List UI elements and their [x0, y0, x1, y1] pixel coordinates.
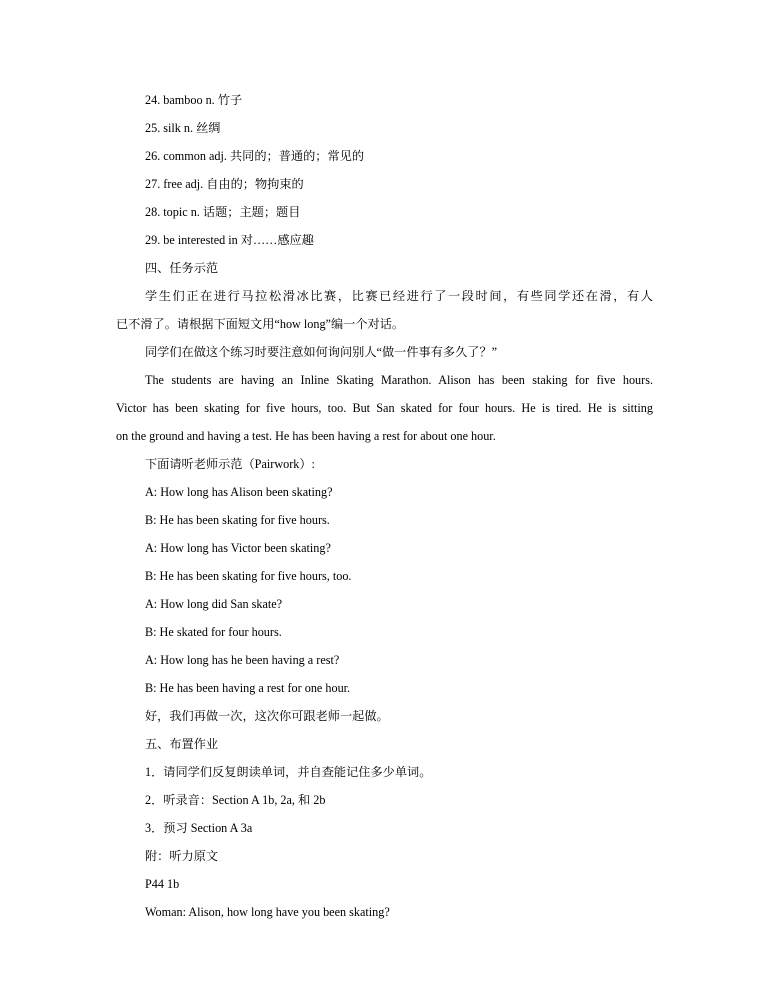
homework-item-1: 1．请同学们反复朗读单词，并自查能记住多少单词。 — [145, 765, 432, 779]
demo-intro: 下面请听老师示范（Pairwork）: — [145, 457, 315, 471]
dialogue-line: A: How long has Alison been skating? — [145, 485, 333, 499]
vocab-item-28: 28. topic n. 话题；主题；题目 — [145, 205, 301, 219]
appendix-page-ref: P44 1b — [145, 877, 180, 891]
vocab-item-29: 29. be interested in 对……感应趣 — [145, 233, 314, 247]
dialogue-line: A: How long has Victor been skating? — [145, 541, 331, 555]
vocab-item-24: 24. bamboo n. 竹子 — [145, 93, 243, 107]
task-intro-line-2: 已不滑了。请根据下面短文用“how long”编一个对话。 — [116, 317, 405, 331]
passage-line-2: Victor has been skating for five hours, too. But San skated for four hours. He is tired. He is sitting — [116, 401, 653, 415]
section-heading-task-demo: 四、任务示范 — [145, 261, 219, 275]
passage-line-1: The students are having an Inline Skating Marathon. Alison has been staking for five hours. — [145, 373, 653, 387]
closing-remark: 好，我们再做一次，这次你可跟老师一起做。 — [145, 709, 389, 723]
section-heading-homework: 五、布置作业 — [145, 737, 219, 751]
appendix-heading: 附：听力原文 — [145, 849, 219, 863]
transcript-line: Woman: Alison, how long have you been skating? — [145, 905, 390, 919]
homework-item-3: 3．预习 Section A 3a — [145, 821, 253, 835]
vocab-item-26: 26. common adj. 共同的；普通的；常见的 — [145, 149, 365, 163]
dialogue-line: B: He has been having a rest for one hour. — [145, 681, 351, 695]
dialogue-line: B: He skated for four hours. — [145, 625, 282, 639]
dialogue-line: B: He has been skating for five hours, too. — [145, 569, 352, 583]
homework-item-2: 2．听录音：Section A 1b, 2a, 和 2b — [145, 793, 326, 807]
dialogue-line: A: How long did San skate? — [145, 597, 283, 611]
vocab-item-25: 25. silk n. 丝绸 — [145, 121, 221, 135]
passage-line-3: on the ground and having a test. He has been having a rest for about one hour. — [116, 429, 496, 443]
dialogue-line: B: He has been skating for five hours. — [145, 513, 330, 527]
vocab-item-27: 27. free adj. 自由的；物拘束的 — [145, 177, 304, 191]
task-intro-line-1: 学生们正在进行马拉松滑冰比赛，比赛已经进行了一段时间，有些同学还在滑，有人 — [145, 289, 653, 303]
task-note: 同学们在做这个练习时要注意如何询问别人“做一件事有多久了？” — [145, 345, 498, 359]
dialogue-line: A: How long has he been having a rest? — [145, 653, 340, 667]
